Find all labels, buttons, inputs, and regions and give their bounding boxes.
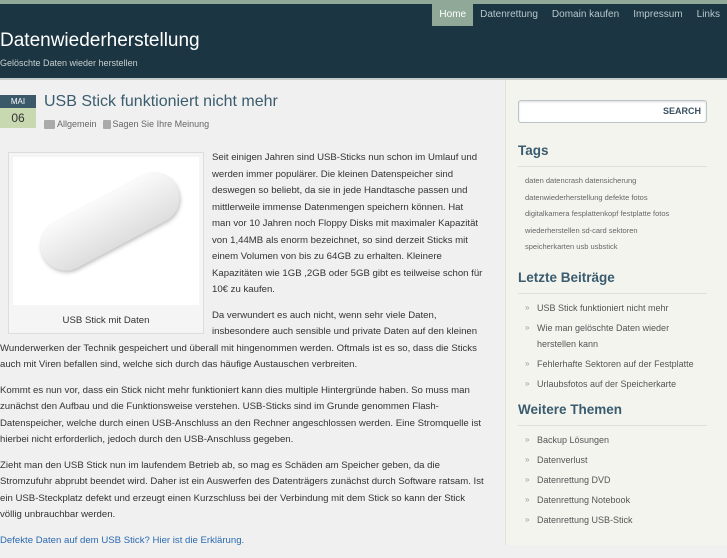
folder-icon (44, 120, 55, 129)
list-item[interactable]: » Datenverlust (525, 452, 707, 468)
main-content (0, 80, 505, 545)
list-item[interactable]: » Wie man gelöschte Daten wieder herstellen kann (525, 320, 707, 352)
paragraph: Kommt es nun vor, dass ein Stick nicht mehr funktioniert kann dies multiple Hintergründe haben. So muss man zunächst den Aufbau und die Funktionsweise verstehen. USB-Sticks sind im Grunde genommen Flash-Datenspeicher, welche durch einen USB-Anschluss an den Rechner angeschlossen werden. Eine Stromquelle ist hierbei nicht erforderlich, jedoch durch den USB-Anschluss gegeben. (0, 384, 482, 445)
list-item[interactable]: » Urlaubsfotos auf der Speicherkarte (525, 376, 707, 392)
tag-cloud (518, 167, 707, 262)
usb-stick-image (13, 157, 199, 305)
tag-line[interactable]: speicherkarten usb usbstick (525, 242, 618, 252)
post-meta (44, 116, 209, 133)
post-content (0, 150, 484, 558)
image-caption: USB Stick mit Daten (62, 315, 150, 326)
comments-link[interactable] (103, 116, 210, 133)
nav-links[interactable]: Links (696, 9, 720, 20)
list-item[interactable]: » Datenrettung DVD (525, 472, 707, 488)
tag-line[interactable]: digitalkamera fesplattenkopf festplatte fotos (525, 209, 670, 219)
paragraph: Da verwundert es auch nicht, wenn sehr viele Daten, insbesondere auch sensible und private Daten auf den kleinen Wunderwerken der Technik gespeichert und überall mit hingenommen werden. Oftmals ist es so, dass die Sticks auch mit Viren befallen sind, welche sich durch das häufige Austauschen verbreiten. (0, 309, 478, 370)
post-image-figure (8, 152, 204, 334)
paragraph: Zieht man den USB Stick nun im laufendem Betrieb ab, so mag es Schäden am Speicher geben, da die Stromzufuhr abprubt beendet wird. Daher ist ein Auswerfen des Datenträgers zunächst durch Software ratsam. Ist ein USB-Steckplatz defekt und erzeugt einen Kurzschluss bei der Verbindung mit dem Stick so kann der Stick völlig unbrauchbar werden. (0, 459, 484, 520)
list-item[interactable]: » Fehlerhafte Sektoren auf der Festplatte (525, 356, 707, 372)
recent-posts (518, 294, 707, 392)
header (0, 4, 727, 80)
topics-list (518, 426, 707, 528)
list-item[interactable]: » Backup Lösungen (525, 432, 707, 448)
search-button[interactable]: SEARCH (662, 106, 701, 116)
nav-domain-kaufen[interactable]: Domain kaufen (551, 9, 620, 20)
nav-datenrettung[interactable]: Datenrettung (480, 9, 538, 20)
post-month: MAI (0, 95, 36, 108)
comment-icon (103, 120, 111, 129)
list-item[interactable]: » USB Stick funktioniert nicht mehr (525, 300, 707, 316)
tag-line[interactable]: datenwiederherstellung defekte fotos (525, 192, 648, 202)
article-link[interactable]: Defekte Daten auf dem USB Stick? Hier ist die Erklärung. (0, 534, 245, 546)
paragraph: Seit einigen Jahren sind USB-Sticks nun schon im Umlauf und werden immer populärer. Die kleinen Datenspeicher sind deswegen so beliebt, da sie in jede Handtasche passen und mittlerweile immense Datenmengen speichern können. Hat man vor 10 Jahren noch Floppy Disks mit maximaler Kapazität von 1,44MB als enorm bezeichnet, so sind derzeit Sticks mit einem Volumen von bis zu 64GB zu erhalten. Kleinere Kapazitäten wie 1GB ,2GB oder 5GB gibt es teilweise schon für 10€ zu kaufen. (212, 152, 483, 295)
category-link[interactable] (44, 116, 97, 133)
list-item[interactable]: » Datenrettung USB-Stick (525, 512, 707, 528)
search-input[interactable] (518, 100, 707, 123)
tags-title: Tags (518, 143, 707, 167)
list-item[interactable]: » Datenrettung Notebook (525, 492, 707, 508)
category-label: Allgemein (57, 119, 97, 129)
comments-label: Sagen Sie Ihre Meinung (112, 119, 210, 129)
main-nav (432, 4, 727, 26)
post-date (0, 95, 36, 128)
sidebar (505, 80, 727, 545)
tag-line[interactable]: wiederherstellen sd-card sektoren (525, 225, 638, 235)
nav-home[interactable]: Home (432, 4, 473, 26)
topics-title: Weitere Themen (518, 402, 707, 426)
site-title[interactable]: Datenwiederherstellung (0, 30, 200, 51)
site-tagline: Gelöschte Daten wieder herstellen (0, 58, 138, 68)
tag-line[interactable]: daten datencrash datensicherung (525, 176, 637, 185)
post-title[interactable]: USB Stick funktioniert nicht mehr (44, 93, 278, 110)
nav-impressum[interactable]: Impressum (633, 9, 683, 20)
post-day: 06 (0, 108, 36, 128)
recent-title: Letzte Beiträge (518, 270, 707, 294)
